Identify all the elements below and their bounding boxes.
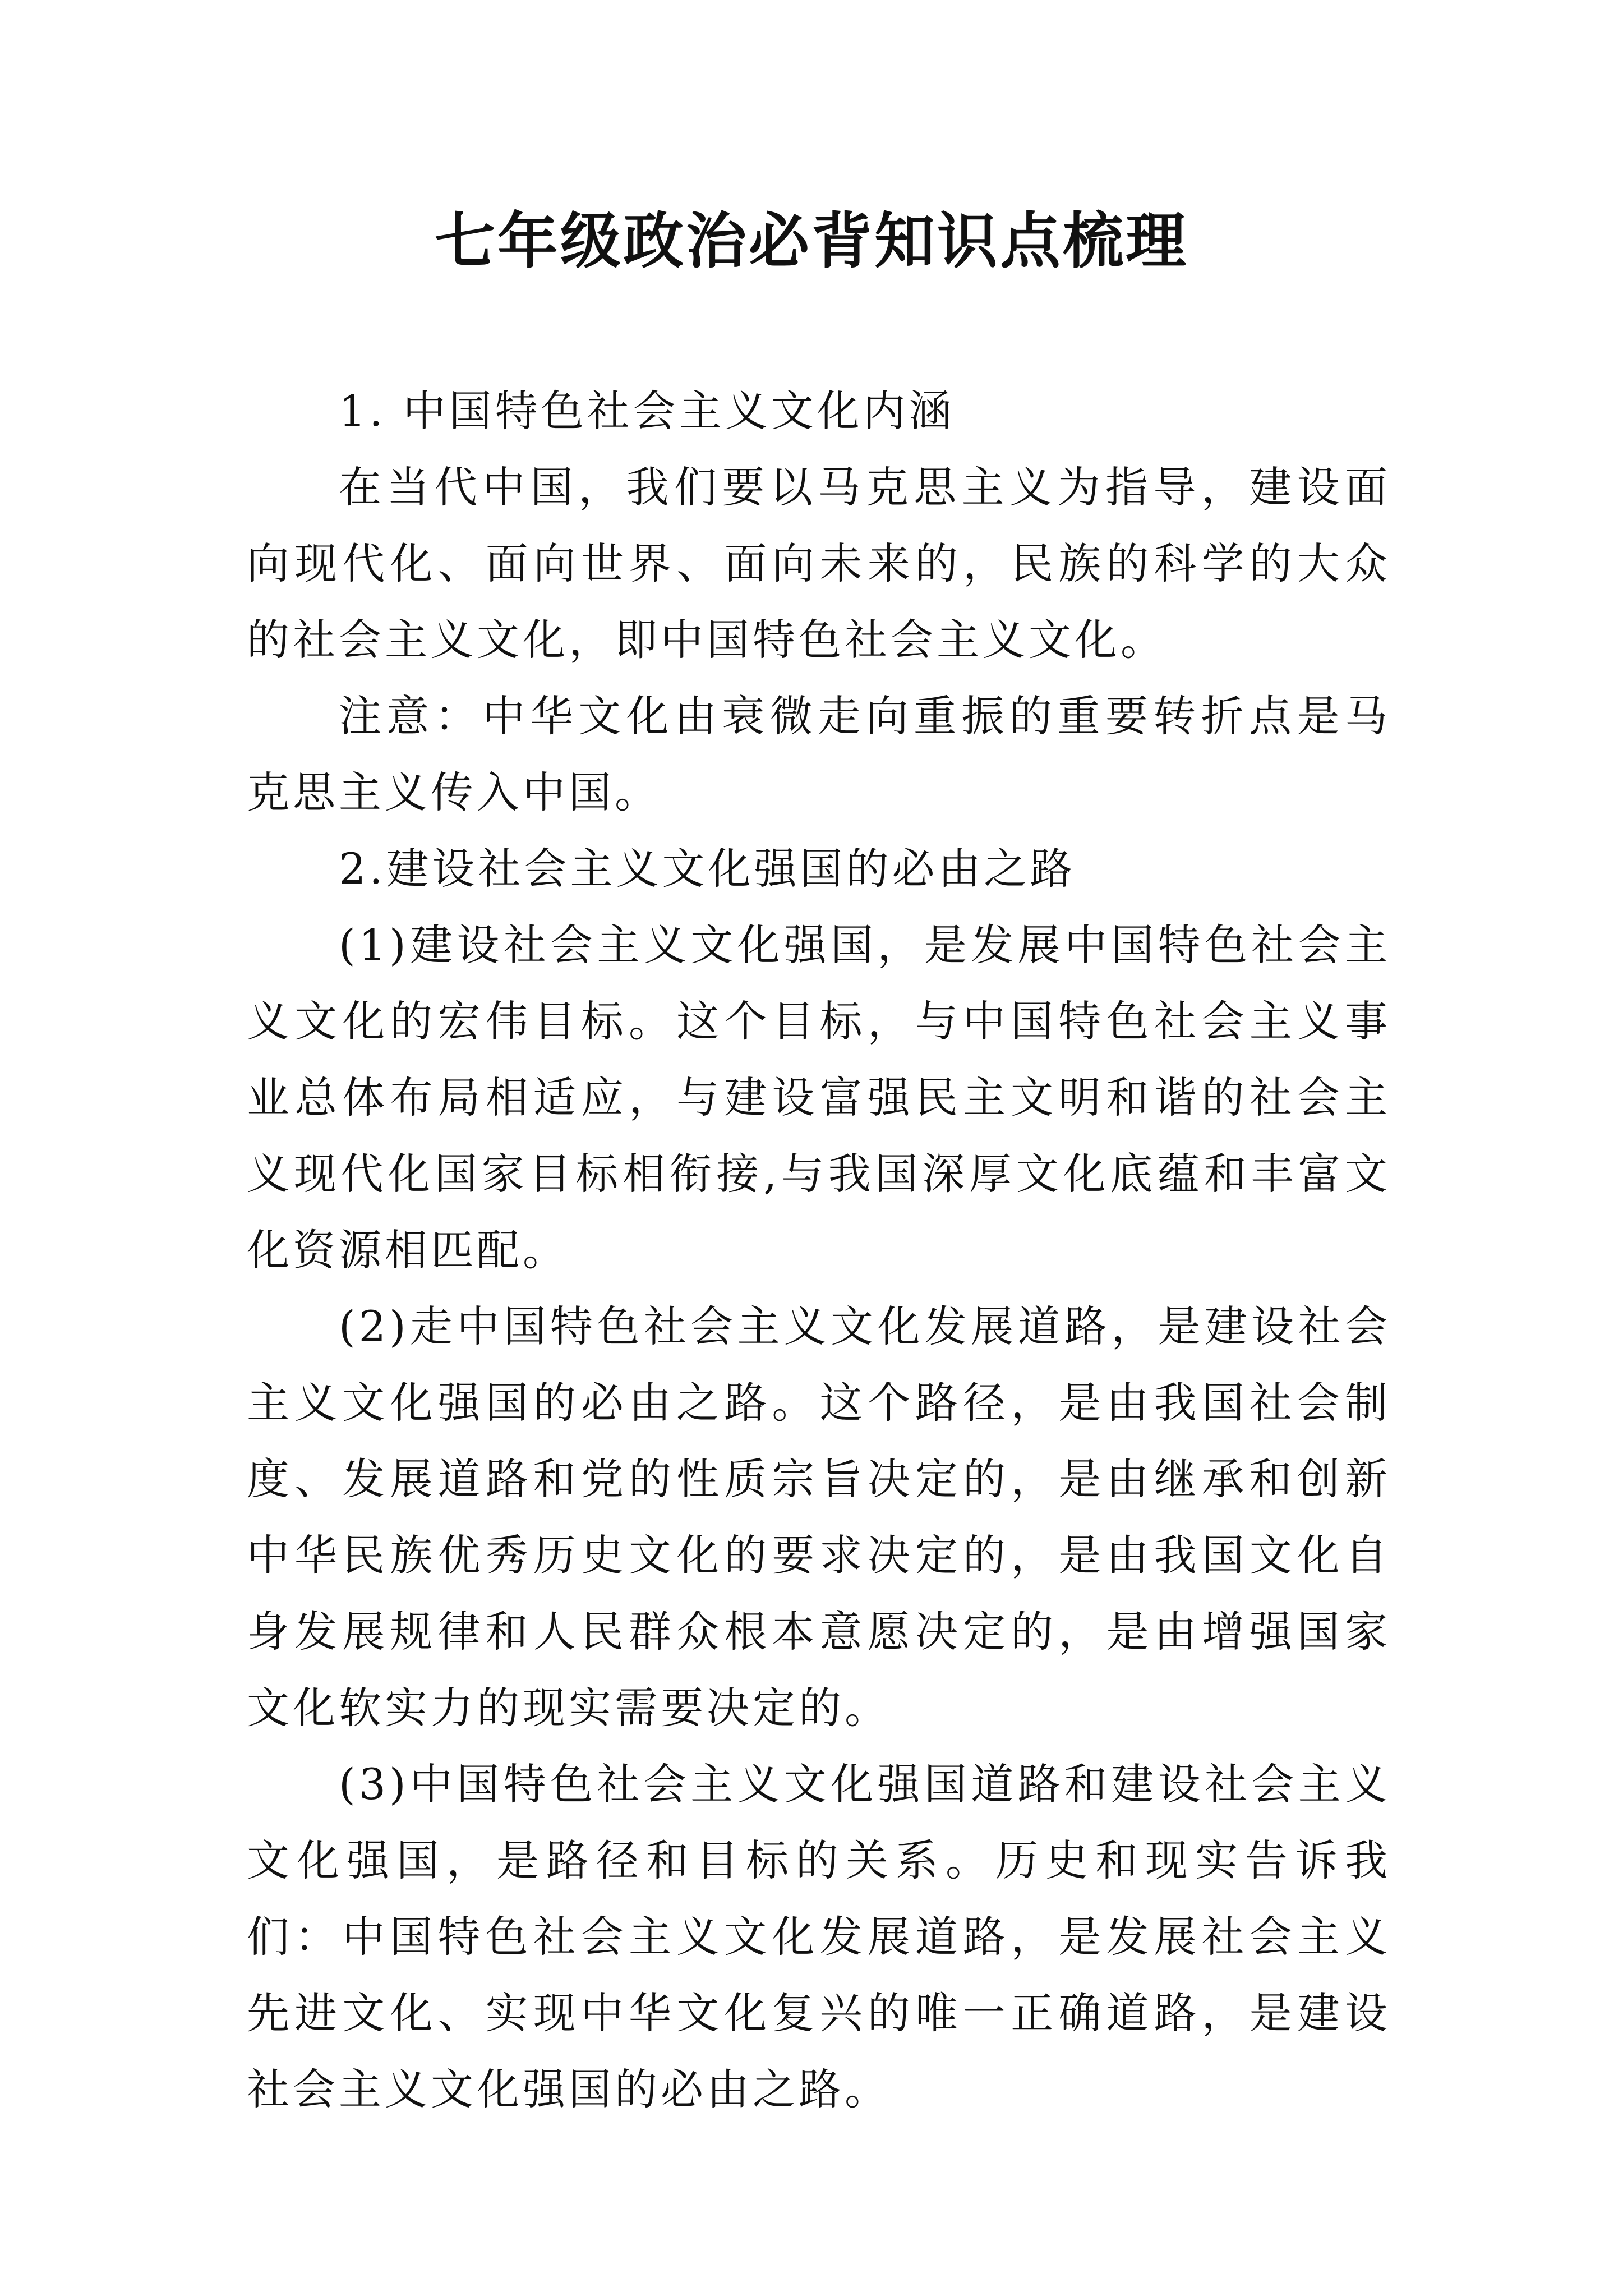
section-heading-1: 1. 中国特色社会主义文化内涵 bbox=[339, 386, 955, 436]
paragraph-note: 注意：中华文化由衰微走向重振的重要转折点是马克思主义传入中国。 bbox=[247, 691, 1391, 817]
paragraph-definition: 在当代中国，我们要以马克思主义为指导，建设面向现代化、面向世界、面向未来的，民族的科学的大众的社会主义文化，即中国特色社会主义文化。 bbox=[247, 462, 1391, 665]
document-body bbox=[247, 373, 1391, 2128]
document-title: 七年级政治必背知识点梳理 bbox=[434, 206, 1188, 277]
paragraph-point-2: (2)走中国特色社会主义文化发展道路，是建设社会主义文化强国的必由之路。这个路径，是由我国社会制度、发展道路和党的性质宗旨决定的，是由继承和创新中华民族优秀历史文化的要求决定的，是由我国文化自身发展规律和人民群众根本意愿决定的，是由增强国家文化软实力的现实需要决定的。 bbox=[247, 1301, 1391, 1733]
section-heading-2: 2.建设社会主义文化强国的必由之路 bbox=[339, 844, 1076, 894]
paragraph-point-3: (3)中国特色社会主义文化强国道路和建设社会主义文化强国，是路径和目标的关系。历史和现实告诉我们：中国特色社会主义文化发展道路，是发展社会主义先进文化、实现中华文化复兴的唯一正确道路，是建设社会主义文化强国的必由之路。 bbox=[247, 1759, 1391, 2114]
paragraph-point-1: (1)建设社会主义文化强国，是发展中国特色社会主义文化的宏伟目标。这个目标，与中国特色社会主义事业总体布局相适应，与建设富强民主文明和谐的社会主义现代化国家目标相衔接,与我国深厚文化底蕴和丰富文化资源相匹配。 bbox=[247, 920, 1391, 1275]
